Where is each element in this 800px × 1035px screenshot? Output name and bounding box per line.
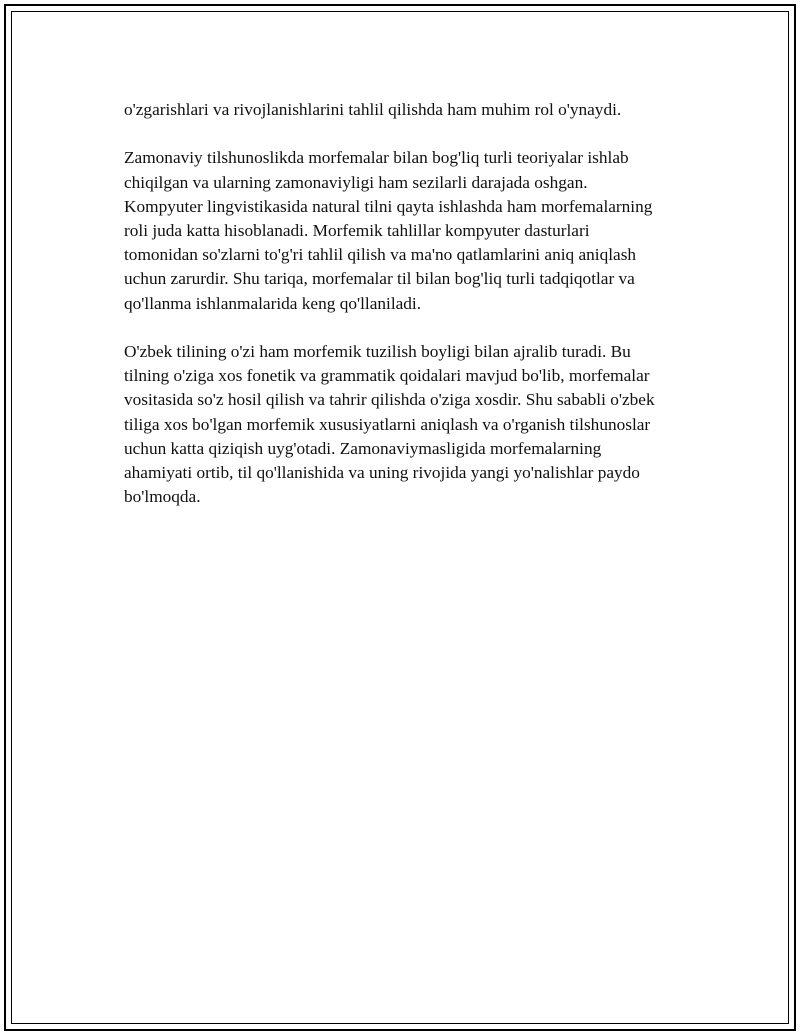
paragraph-1: o'zgarishlari va rivojlanishlarini tahlil qilishda ham muhim rol o'ynaydi.	[124, 100, 622, 119]
paragraph-2: Zamonaviy tilshunoslikda morfemalar bilan bog'liq turli teoriyalar ishlab chiqilgan va ularning zamonaviyligi ham sezilarli darajada oshgan. Kompyuter lingvistikasida natural tilni qayta ishlashda ham morfemalarning roli juda katta hisoblanadi. Morfemik tahlillar kompyuter dasturlari tomonidan so'zlarni to'g'ri tahlil qilish va ma'no qatlamlarini aniq aniqlash uchun zarurdir. Shu tariqa, morfemalar til bilan bog'liq turli tadqiqotlar va qo'llanma ishlanmalarida keng qo'llaniladi.	[124, 148, 653, 313]
paragraph-3: O'zbek tilining o'zi ham morfemik tuzilish boyligi bilan ajralib turadi. Bu tilning o'ziga xos fonetik va grammatik qoidalari mavjud bo'lib, morfemalar vositasida so'z hosil qilish va tahrir qilishda o'ziga xosdir. Shu sababli o'zbek tiliga xos bo'lgan morfemik xususiyatlarni aniqlash va o'rganish tilshunoslar uchun katta qiziqish uyg'otadi. Zamonaviymasligida morfemalarning ahamiyati ortib, til qo'llanishida va uning rivojida yangi yo'nalishlar paydo bo'lmoqda.	[124, 342, 655, 507]
document-page	[4, 4, 796, 1031]
document-body	[124, 98, 692, 534]
